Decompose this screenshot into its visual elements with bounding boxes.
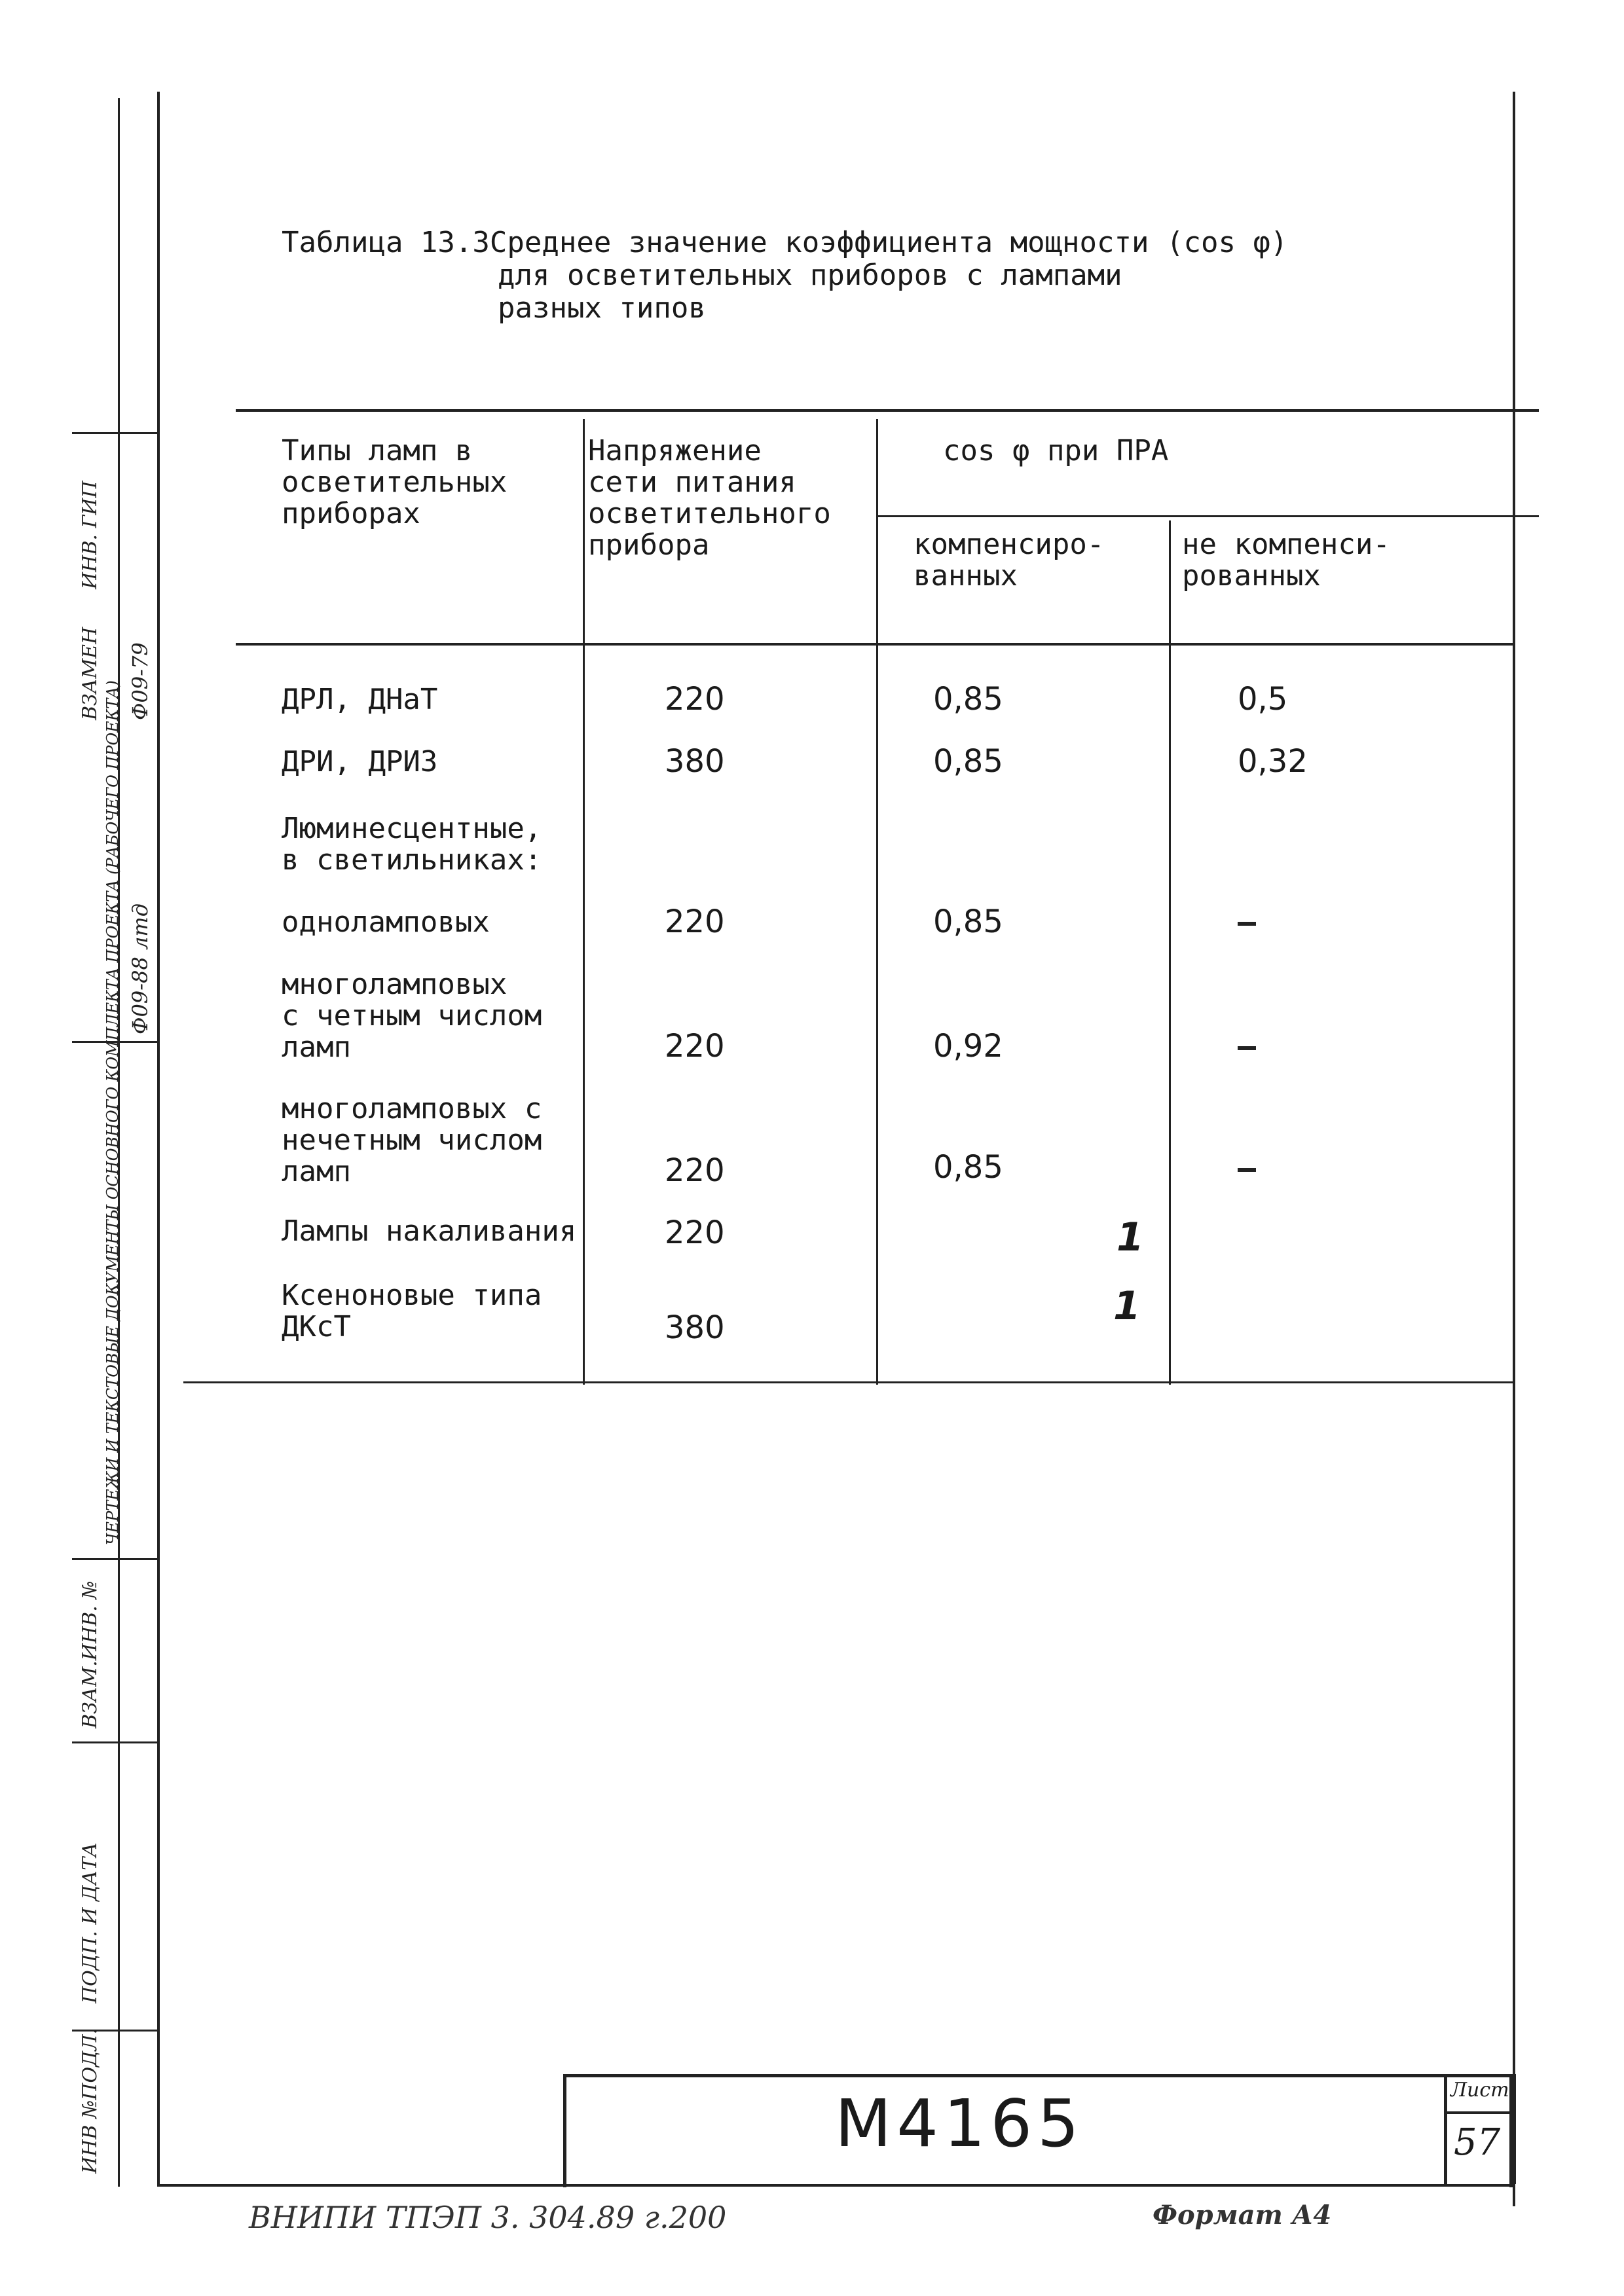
side-label-inv-gip: ИНВ. ГИП bbox=[79, 481, 101, 589]
row-type: многоламповых с нечетным числом ламп bbox=[282, 1092, 542, 1188]
footer-code: ВНИПИ ТПЭП 3. 304.89 г.200 bbox=[249, 2200, 727, 2235]
header-compensated: компенсиро- ванных bbox=[913, 528, 1105, 592]
table-vline-2 bbox=[876, 419, 878, 1385]
side-label-inv-podl: ИНВ №ПОДЛ. bbox=[79, 2028, 101, 2174]
row-voltage: 220 bbox=[665, 1214, 725, 1251]
table-header-bottom bbox=[236, 643, 1513, 646]
header-voltage: Напряжение сети питания осветительного прибора bbox=[588, 434, 831, 562]
row-type: многоламповых с четным числом ламп bbox=[282, 968, 542, 1064]
table-title-line2: для осветительных приборов с лампами bbox=[498, 259, 1122, 292]
footer-format: Формат А4 bbox=[1153, 2200, 1332, 2231]
sheet-label: Лист bbox=[1450, 2079, 1509, 2102]
row-type: Люминесцентные, в светильниках: bbox=[282, 812, 542, 877]
strip-divider-3 bbox=[72, 1558, 157, 1560]
row-cos-noncompensated: 0,5 bbox=[1238, 681, 1288, 718]
row-type: одноламповых bbox=[282, 905, 490, 939]
row-voltage: 220 bbox=[665, 903, 725, 940]
row-dash bbox=[1238, 1168, 1256, 1172]
strip-divider-1 bbox=[72, 432, 157, 434]
row-cos-merged: 1 bbox=[1113, 1283, 1141, 1329]
side-label-drawings: ЧЕРТЕЖИ И ТЕКСТОВЫЕ ДОКУМЕНТЫ ОСНОВНОГО КОМПЛЕКТА ПРОЕКТА (РАБОЧЕГО ПРОЕКТА) bbox=[103, 680, 122, 1545]
strip-divider-4 bbox=[72, 1741, 157, 1743]
row-type: Ксеноновые типа ДКсТ bbox=[282, 1279, 542, 1343]
row-type: Лампы накаливания bbox=[282, 1214, 577, 1248]
side-label-vzam-inv: ВЗАМ.ИНВ. № bbox=[79, 1580, 101, 1728]
side-label-vzamen: ВЗАМЕН bbox=[79, 627, 101, 720]
row-cos-compensated: 0,92 bbox=[933, 1028, 1003, 1065]
sheet-box-divider bbox=[1447, 2111, 1509, 2114]
row-cos-compensated: 0,85 bbox=[933, 903, 1003, 940]
row-voltage: 380 bbox=[665, 743, 725, 780]
header-noncompensated: не компенси- рованных bbox=[1182, 528, 1390, 592]
table-title-line1: Таблица 13.3Среднее значение коэффициента мощности (cos φ) bbox=[282, 226, 1288, 259]
header-lamp-type: Типы ламп в осветительных приборах bbox=[282, 434, 507, 530]
sheet-number: 57 bbox=[1454, 2121, 1501, 2164]
row-type: ДРЛ, ДНаТ bbox=[282, 683, 438, 716]
row-cos-compensated: 0,85 bbox=[933, 1149, 1003, 1186]
table-group-underline bbox=[877, 515, 1539, 517]
table-title-line3: разных типов bbox=[498, 291, 706, 325]
row-dash bbox=[1238, 1046, 1256, 1050]
row-cos-compensated: 0,85 bbox=[933, 681, 1003, 718]
side-label-podp-data: ПОДП. И ДАТА bbox=[79, 1842, 101, 2003]
row-voltage: 220 bbox=[665, 681, 725, 718]
table-bottom-border bbox=[183, 1381, 1513, 1383]
row-dash bbox=[1238, 922, 1256, 926]
table-vline-3 bbox=[1169, 520, 1171, 1385]
frame-left-line bbox=[157, 92, 160, 2187]
document-code: М4165 bbox=[835, 2085, 1084, 2162]
row-voltage: 220 bbox=[665, 1152, 725, 1189]
row-cos-merged: 1 bbox=[1116, 1214, 1144, 1260]
table-vline-1 bbox=[583, 419, 585, 1385]
row-cos-noncompensated: 0,32 bbox=[1238, 743, 1308, 780]
side-label-f0988: Ф09-88 лтд bbox=[128, 903, 153, 1034]
row-cos-compensated: 0,85 bbox=[933, 743, 1003, 780]
side-label-f0979: Ф09-79 bbox=[128, 642, 153, 720]
row-voltage: 220 bbox=[665, 1028, 725, 1065]
row-voltage: 380 bbox=[665, 1309, 725, 1346]
row-type: ДРИ, ДРИЗ bbox=[282, 745, 438, 778]
header-cos-group: cos φ при ПРА bbox=[943, 434, 1169, 467]
table-top-border bbox=[236, 409, 1539, 412]
